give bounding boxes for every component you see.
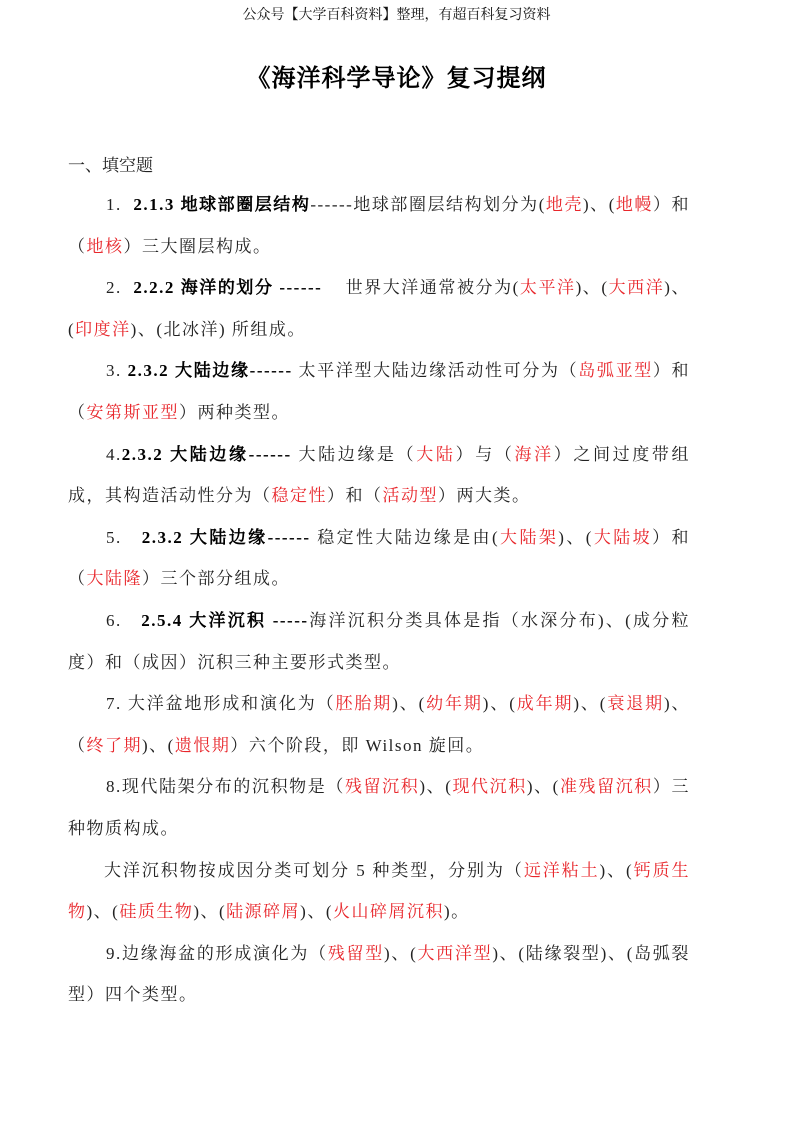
question-text: 7. 大洋盆地形成和演化为（ [106,694,336,714]
question-text: ）三大圈层构成。 [123,236,272,256]
question-text: ）之间过度带组成，其构造活动性分为（ [68,444,691,506]
question-text: ------地球部圈层结构划分为( [310,195,546,214]
answer-text: 大陆架 [499,527,559,547]
question-text: 太平洋型大陆边缘活动性可分为（ [292,361,579,381]
answer-text: 海洋 [514,444,554,464]
answer-text: 安第斯亚型 [86,402,179,422]
answer-text: 残留型 [327,943,384,963]
question-text: )、( [599,860,634,880]
question-text: )、( [482,694,517,714]
question-text: ）六个阶段，即 Wilson 旋回。 [230,735,485,755]
question-text: ）两大类。 [438,486,531,506]
answer-text: 钙质生物 [68,860,691,922]
section-heading: 一、填空题 [68,156,153,175]
question-text: 6. [106,610,142,630]
question-text: 8.现代陆架分布的沉积物是（ [106,777,345,797]
question-text: ）和（ [68,195,691,256]
answer-text: 稳定性 [271,486,327,506]
question-item [68,517,690,600]
question-text: ）两种类型。 [179,402,290,422]
question-text: )、( [582,195,616,214]
question-text: )、(陆缘裂型)、(岛弧裂型）四个类型。 [68,943,691,1005]
question-item [68,850,690,933]
answer-text: 远洋粘土 [523,860,600,880]
answer-text: 地壳 [545,195,583,214]
topic-label: 2.3.2 大陆边缘------ [127,361,293,381]
question-text: )、( [86,902,120,922]
question-text: 5. [106,527,142,547]
topic-label: 2.1.3 地球部圈层结构 [133,195,311,214]
question-text: 稳定性大陆边缘是由( [310,527,500,547]
answer-text: 现代沉积 [452,777,527,797]
question-text: )、( [300,902,333,922]
question-text: )。 [443,902,470,922]
question-text: ）三个部分组成。 [142,569,290,589]
answer-text: 大西洋 [608,278,665,298]
question-text: ）三种物质构成。 [68,777,690,838]
answer-text: 准残留沉积 [559,777,653,797]
answer-text: 大陆隆 [86,569,142,589]
question-text: ）和（ [327,486,383,506]
page-header: 公众号【大学百科资料】整理，有超百科复习资料 [242,8,551,23]
question-text: ）与（ [455,444,515,464]
question-text: ）和（ [68,527,691,589]
question-text: )、( [419,777,453,797]
answer-text: 幼年期 [425,694,483,714]
question-item [68,350,690,433]
question-text: )、( [575,278,609,298]
answer-text: 残留沉积 [344,777,420,797]
answer-text: 地幔 [615,195,653,214]
answer-text: 太平洋 [519,278,576,298]
topic-label: 2.3.2 大陆边缘------ [121,444,292,464]
question-item [68,683,690,766]
question-text: )、( [558,527,593,547]
question-list [68,184,690,1016]
answer-text: 陆源碎屑 [226,902,301,922]
answer-text: 硅质生物 [119,902,194,922]
answer-text: 地核 [86,236,124,256]
answer-text: 胚胎期 [335,694,393,714]
question-text: )、（ [68,694,691,755]
answer-text: 岛弧亚型 [578,361,653,381]
question-text: ）和（ [68,361,691,422]
answer-text: 火山碎屑沉积 [332,902,444,922]
answer-text: 印度洋 [75,319,131,339]
answer-text: 大陆 [416,444,456,464]
question-text: 海洋沉积分类具体是指（水深分布)、(成分粒度）和（成因）沉积三种主要形式类型。 [68,610,691,672]
question-text: )、( [526,777,560,797]
answer-text: 大陆坡 [592,527,653,547]
question-text: 大陆边缘是（ [291,444,417,464]
question-text: 1. [106,195,134,214]
question-text: 世界大洋通常被分为( [322,278,520,298]
answer-text: 衰退期 [606,694,664,714]
question-text: )、( [573,694,607,714]
question-text: 大洋沉积物按成因分类可划分 5 种类型，分别为（ [104,860,524,880]
question-text: 2. [106,278,134,298]
question-text: )、( [392,694,426,714]
answer-text: 终了期 [86,735,142,755]
answer-text: 大西洋型 [417,943,493,963]
question-item [68,267,690,350]
topic-label: 2.2.2 海洋的划分 ------ [133,278,323,298]
question-text: )、( [383,943,418,963]
topic-label: 2.3.2 大陆边缘------ [141,527,311,547]
question-text: 3. [106,361,128,381]
answer-text: 成年期 [516,694,574,714]
question-item [68,184,690,267]
question-item [68,766,690,849]
question-text: 9.边缘海盆的形成演化为（ [106,943,328,963]
question-text: )、( [193,902,227,922]
question-item [68,933,690,1016]
answer-text: 遗恨期 [174,735,231,755]
document-title: 《海洋科学导论》复习提纲 [246,66,547,92]
answer-text: 活动型 [382,486,438,506]
question-text: 4. [106,444,122,464]
question-text: )、( [68,278,691,339]
question-text: )、(北冰洋) 所组成。 [130,319,306,339]
question-item [68,434,690,517]
question-item [68,600,690,683]
topic-label: 2.5.4 大洋沉积 ----- [141,610,309,630]
question-text: )、( [142,735,175,755]
